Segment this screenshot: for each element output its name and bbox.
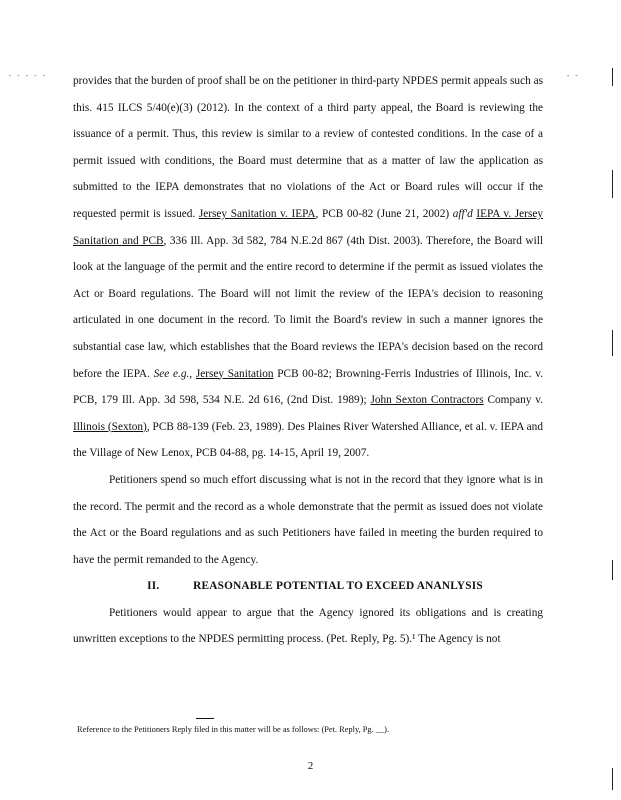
text-run: Petitioners would appear to argue that the Agency ignored its obligations and is creating unwritten exceptions to the NPDES permitting process. (Pet. Reply, Pg. 5).¹ The Agency is not [73, 606, 543, 646]
scan-artifact-mark [612, 560, 613, 580]
paragraph-petitioners-effort [73, 467, 543, 573]
scan-artifact-dots-right: - - [566, 72, 579, 80]
case-citation: Jersey Sanitation v. IEPA [198, 207, 316, 220]
section-heading [73, 573, 543, 600]
case-citation: Jersey Sanitation [195, 367, 274, 380]
case-citation: John Sexton Contractors [370, 394, 484, 407]
text-run: PCB 00-82; Browning-Ferris Industries of Illinois, Inc. v. PCB, 179 Ill. App. 3d 598, 534 N.E. 2d 616, (2nd Dist. 1989); [73, 367, 544, 407]
footnote: Reference to the Petitioners Reply filed in this matter will be as follows: (Pet. Reply, Pg. __). [77, 725, 390, 734]
text-run: , 336 Ill. App. 3d 582, 784 N.E.2d 867 (4th Dist. 2003). Therefore, the Board will look at the language of the permit and the entire record to determine if the permit as issued violates the Act or Board regulations. The Board will not limit the review of the IEPA's decision to reasoning articulated in one document in the record. To limit the Board's review in such a manner ignores the substantial case law, which establishes that the Board reviews the IEPA's decision based on the record before the IEPA. [73, 234, 543, 380]
scan-artifact-dots: - - - - - [8, 72, 46, 80]
text-run: Petitioners spend so much effort discussing what is not in the record that they ignore what is in the record. The permit and the record as a whole demonstrate that the permit as issued does not violate the Act or the Board regulations and as such Petitioners have failed in meeting the burden required to have the permit remanded to the Agency. [73, 473, 543, 566]
case-citation: IEPA v. Jersey Sanitation and PCB [73, 207, 544, 247]
scan-artifact-mark [612, 68, 613, 86]
italic-signal: See e.g., [153, 367, 193, 380]
footnote-divider [196, 718, 214, 719]
page-number: 2 [307, 760, 314, 772]
paragraph-agency-obligations [73, 600, 543, 653]
case-citation: Illinois (Sexton) [73, 420, 147, 433]
text-run: , PCB 00-82 (June 21, 2002) [315, 207, 453, 220]
text-run: provides that the burden of proof shall be on the petitioner in third-party NPDES permit appeals such as this. 415 ILCS 5/40(e)(3) (2012). In the context of a third party appeal, the Board is reviewing the issuance of a permit. Thus, this review is similar to a review of contested conditions. In the case of a permit issued with conditions, the Board must determine that as a matter of law the application as submitted to the IEPA demonstrates that no violations of the Act or Board rules will occur if the requested permit is issued. [73, 75, 543, 220]
document-body [73, 68, 543, 653]
section-number: II. [147, 580, 160, 593]
paragraph-burden-of-proof [73, 68, 543, 467]
text-run: Company v. [483, 394, 544, 407]
scan-artifact-mark [612, 170, 613, 198]
section-title: REASONABLE POTENTIAL TO EXCEED ANANLYSIS [193, 580, 483, 593]
scan-artifact-mark [612, 330, 613, 356]
text-run: , PCB 88-139 (Feb. 23, 1989). Des Plaines River Watershed Alliance, et al. v. IEPA and the Village of New Lenox, PCB 04-88, pg. 14-15, April 19, 2007. [73, 420, 543, 460]
italic-signal: aff'd [452, 207, 473, 220]
